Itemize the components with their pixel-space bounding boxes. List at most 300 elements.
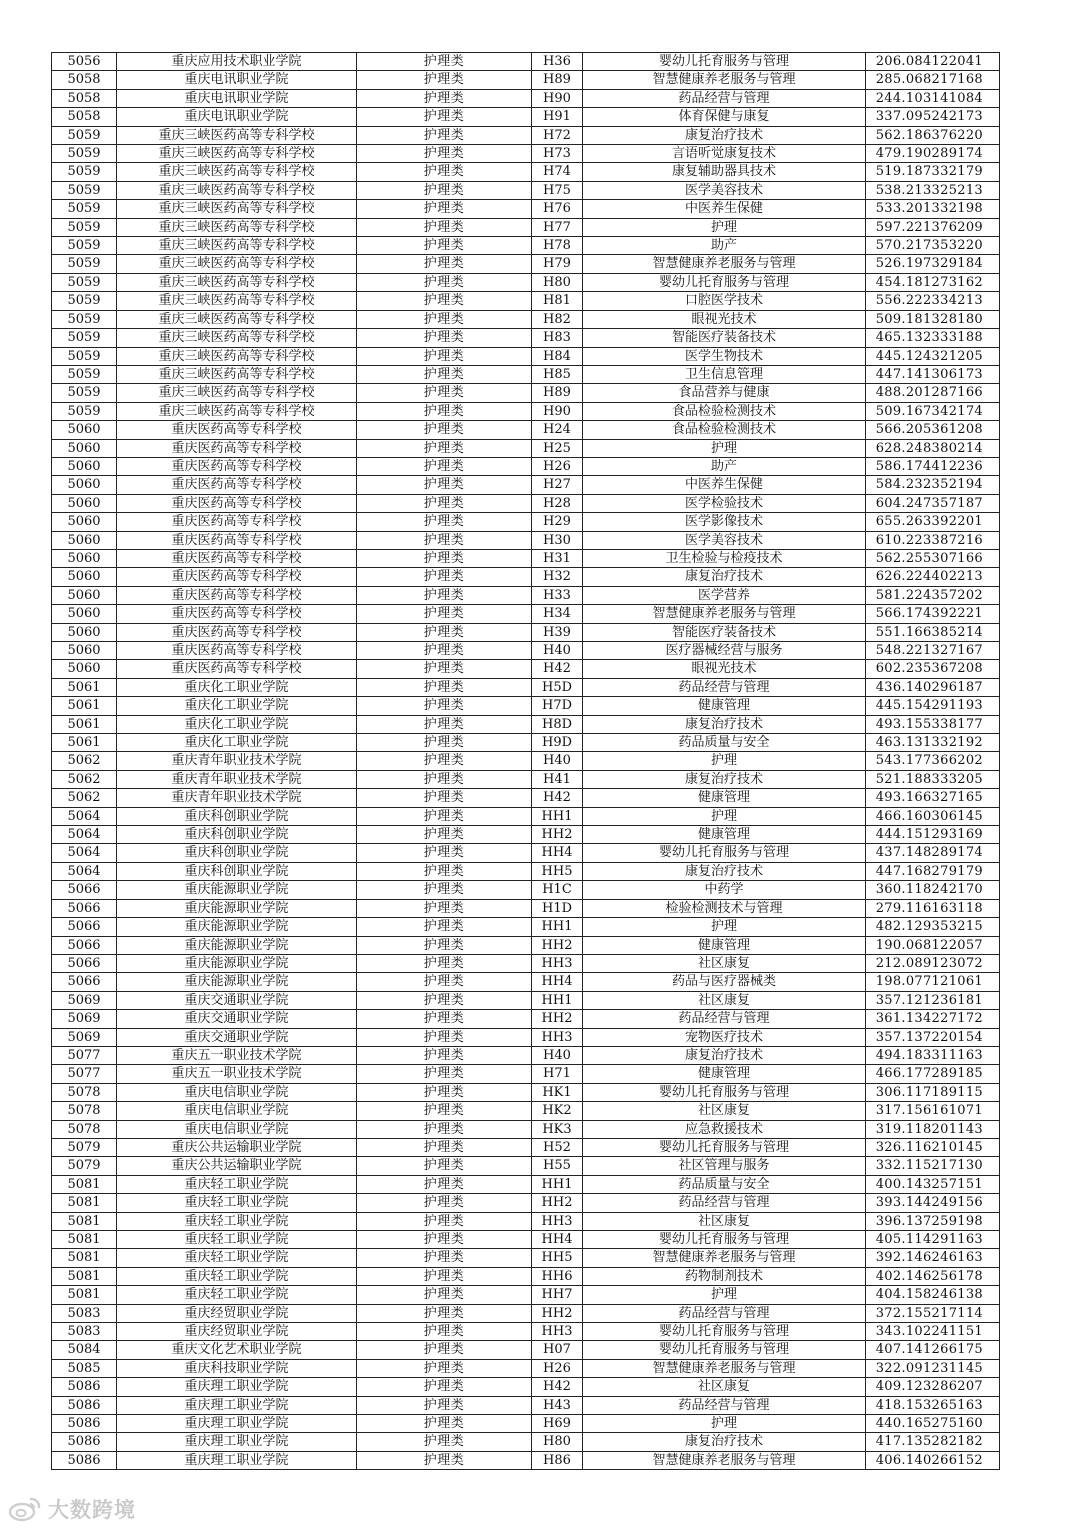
table-row: [52, 53, 1000, 71]
table-row: [52, 71, 1000, 89]
score-cell: 198.077121061: [866, 973, 1000, 991]
school-name-cell: 重庆三峡医药高等专科学校: [117, 365, 357, 383]
school-code-cell: 5060: [52, 421, 117, 439]
category-cell: 护理类: [357, 1138, 532, 1156]
school-name-cell: 重庆公共运输职业学院: [117, 1138, 357, 1156]
score-cell: 454.181273162: [866, 273, 1000, 291]
major-name-cell: 护理: [583, 439, 866, 457]
major-name-cell: 社区康复: [583, 1212, 866, 1230]
school-name-cell: 重庆医药高等专科学校: [117, 531, 357, 549]
score-cell: 655.263392201: [866, 513, 1000, 531]
score-cell: 360.118242170: [866, 881, 1000, 899]
major-name-cell: 医学影像技术: [583, 513, 866, 531]
major-name-cell: 社区康复: [583, 991, 866, 1009]
score-cell: 206.084122041: [866, 53, 1000, 71]
school-code-cell: 5060: [52, 494, 117, 512]
major-name-cell: 药品经营与管理: [583, 1304, 866, 1322]
table-row: [52, 1010, 1000, 1028]
school-name-cell: 重庆轻工职业学院: [117, 1249, 357, 1267]
major-name-cell: 宠物医疗技术: [583, 1028, 866, 1046]
school-name-cell: 重庆三峡医药高等专科学校: [117, 329, 357, 347]
score-cell: 570.217353220: [866, 237, 1000, 255]
major-code-cell: H30: [532, 531, 583, 549]
category-cell: 护理类: [357, 1415, 532, 1433]
table-row: [52, 991, 1000, 1009]
category-cell: 护理类: [357, 421, 532, 439]
category-cell: 护理类: [357, 329, 532, 347]
major-code-cell: H36: [532, 53, 583, 71]
category-cell: 护理类: [357, 531, 532, 549]
score-cell: 509.181328180: [866, 310, 1000, 328]
score-cell: 407.141266175: [866, 1341, 1000, 1359]
school-code-cell: 5060: [52, 568, 117, 586]
category-cell: 护理类: [357, 1267, 532, 1285]
score-cell: 337.095242173: [866, 108, 1000, 126]
category-cell: 护理类: [357, 476, 532, 494]
table-row: [52, 255, 1000, 273]
school-name-cell: 重庆电讯职业学院: [117, 71, 357, 89]
major-name-cell: 医疗器械经营与服务: [583, 642, 866, 660]
category-cell: 护理类: [357, 826, 532, 844]
major-code-cell: HH6: [532, 1267, 583, 1285]
school-code-cell: 5064: [52, 844, 117, 862]
major-name-cell: 婴幼儿托育服务与管理: [583, 1231, 866, 1249]
category-cell: 护理类: [357, 200, 532, 218]
category-cell: 护理类: [357, 586, 532, 604]
score-cell: 584.232352194: [866, 476, 1000, 494]
score-cell: 332.115217130: [866, 1157, 1000, 1175]
major-code-cell: H28: [532, 494, 583, 512]
major-name-cell: 眼视光技术: [583, 660, 866, 678]
category-cell: 护理类: [357, 1010, 532, 1028]
table-row: [52, 1065, 1000, 1083]
school-name-cell: 重庆医药高等专科学校: [117, 586, 357, 604]
category-cell: 护理类: [357, 936, 532, 954]
school-name-cell: 重庆三峡医药高等专科学校: [117, 384, 357, 402]
school-name-cell: 重庆理工职业学院: [117, 1433, 357, 1451]
table-row: [52, 1433, 1000, 1451]
score-cell: 488.201287166: [866, 384, 1000, 402]
major-code-cell: H5D: [532, 678, 583, 696]
school-code-cell: 5062: [52, 770, 117, 788]
table-row: [52, 642, 1000, 660]
table-row: [52, 1046, 1000, 1064]
major-code-cell: H31: [532, 549, 583, 567]
school-code-cell: 5064: [52, 826, 117, 844]
score-cell: 493.166327165: [866, 789, 1000, 807]
category-cell: 护理类: [357, 1028, 532, 1046]
score-cell: 586.174412236: [866, 457, 1000, 475]
school-code-cell: 5069: [52, 1028, 117, 1046]
major-name-cell: 护理: [583, 918, 866, 936]
school-name-cell: 重庆三峡医药高等专科学校: [117, 200, 357, 218]
score-cell: 306.117189115: [866, 1083, 1000, 1101]
category-cell: 护理类: [357, 237, 532, 255]
table-row: [52, 678, 1000, 696]
major-code-cell: H71: [532, 1065, 583, 1083]
category-cell: 护理类: [357, 770, 532, 788]
school-code-cell: 5066: [52, 899, 117, 917]
major-name-cell: 社区管理与服务: [583, 1157, 866, 1175]
score-cell: 436.140296187: [866, 678, 1000, 696]
school-code-cell: 5062: [52, 789, 117, 807]
category-cell: 护理类: [357, 402, 532, 420]
category-cell: 护理类: [357, 973, 532, 991]
major-code-cell: HK1: [532, 1083, 583, 1101]
major-name-cell: 健康管理: [583, 789, 866, 807]
major-code-cell: HH1: [532, 1175, 583, 1193]
score-cell: 372.155217114: [866, 1304, 1000, 1322]
table-row: [52, 1083, 1000, 1101]
major-name-cell: 口腔医学技术: [583, 292, 866, 310]
score-cell: 597.221376209: [866, 218, 1000, 236]
score-cell: 317.156161071: [866, 1102, 1000, 1120]
school-name-cell: 重庆轻工职业学院: [117, 1231, 357, 1249]
major-code-cell: H43: [532, 1396, 583, 1414]
major-code-cell: H75: [532, 181, 583, 199]
table-row: [52, 1028, 1000, 1046]
score-cell: 466.177289185: [866, 1065, 1000, 1083]
category-cell: 护理类: [357, 292, 532, 310]
category-cell: 护理类: [357, 918, 532, 936]
school-name-cell: 重庆轻工职业学院: [117, 1286, 357, 1304]
school-code-cell: 5069: [52, 991, 117, 1009]
school-code-cell: 5059: [52, 329, 117, 347]
score-cell: 628.248380214: [866, 439, 1000, 457]
school-code-cell: 5059: [52, 145, 117, 163]
major-code-cell: HH3: [532, 1323, 583, 1341]
school-name-cell: 重庆三峡医药高等专科学校: [117, 347, 357, 365]
school-name-cell: 重庆能源职业学院: [117, 954, 357, 972]
category-cell: 护理类: [357, 807, 532, 825]
major-code-cell: HH2: [532, 1304, 583, 1322]
category-cell: 护理类: [357, 623, 532, 641]
category-cell: 护理类: [357, 1102, 532, 1120]
school-code-cell: 5081: [52, 1194, 117, 1212]
school-code-cell: 5083: [52, 1323, 117, 1341]
school-code-cell: 5059: [52, 255, 117, 273]
school-code-cell: 5086: [52, 1396, 117, 1414]
major-name-cell: 智慧健康养老服务与管理: [583, 605, 866, 623]
major-code-cell: HH4: [532, 1231, 583, 1249]
major-code-cell: H1C: [532, 881, 583, 899]
school-code-cell: 5060: [52, 642, 117, 660]
major-code-cell: H07: [532, 1341, 583, 1359]
major-code-cell: HH5: [532, 1249, 583, 1267]
major-name-cell: 婴幼儿托育服务与管理: [583, 1138, 866, 1156]
school-code-cell: 5062: [52, 752, 117, 770]
score-cell: 626.224402213: [866, 568, 1000, 586]
table-row: [52, 1175, 1000, 1193]
table-row: [52, 1451, 1000, 1469]
major-name-cell: 药品与医疗器械类: [583, 973, 866, 991]
school-code-cell: 5083: [52, 1304, 117, 1322]
score-cell: 392.146246163: [866, 1249, 1000, 1267]
major-name-cell: 药品经营与管理: [583, 89, 866, 107]
major-code-cell: H55: [532, 1157, 583, 1175]
score-cell: 548.221327167: [866, 642, 1000, 660]
major-name-cell: 智慧健康养老服务与管理: [583, 1249, 866, 1267]
school-name-cell: 重庆电信职业学院: [117, 1102, 357, 1120]
school-name-cell: 重庆轻工职业学院: [117, 1175, 357, 1193]
category-cell: 护理类: [357, 642, 532, 660]
major-code-cell: H9D: [532, 734, 583, 752]
major-name-cell: 卫生检验与检疫技术: [583, 549, 866, 567]
score-cell: 533.201332198: [866, 200, 1000, 218]
table-row: [52, 1212, 1000, 1230]
school-code-cell: 5064: [52, 807, 117, 825]
category-cell: 护理类: [357, 384, 532, 402]
major-code-cell: H39: [532, 623, 583, 641]
table-row: [52, 605, 1000, 623]
table-row: [52, 108, 1000, 126]
major-name-cell: 婴幼儿托育服务与管理: [583, 1323, 866, 1341]
major-name-cell: 智能医疗装备技术: [583, 623, 866, 641]
school-code-cell: 5066: [52, 881, 117, 899]
category-cell: 护理类: [357, 310, 532, 328]
table-row: [52, 844, 1000, 862]
watermark-text: 大数跨境: [48, 1498, 136, 1522]
major-name-cell: 护理: [583, 1415, 866, 1433]
major-code-cell: H85: [532, 365, 583, 383]
table-body: [52, 53, 1000, 1470]
school-name-cell: 重庆电讯职业学院: [117, 108, 357, 126]
major-name-cell: 健康管理: [583, 1065, 866, 1083]
category-cell: 护理类: [357, 844, 532, 862]
score-cell: 445.154291193: [866, 697, 1000, 715]
category-cell: 护理类: [357, 734, 532, 752]
category-cell: 护理类: [357, 1378, 532, 1396]
major-name-cell: 药品经营与管理: [583, 1194, 866, 1212]
school-code-cell: 5066: [52, 973, 117, 991]
school-name-cell: 重庆五一职业技术学院: [117, 1065, 357, 1083]
major-name-cell: 食品检验检测技术: [583, 402, 866, 420]
major-name-cell: 康复治疗技术: [583, 1046, 866, 1064]
table-row: [52, 1286, 1000, 1304]
score-table: [51, 52, 1000, 1470]
major-name-cell: 婴幼儿托育服务与管理: [583, 273, 866, 291]
school-code-cell: 5069: [52, 1010, 117, 1028]
score-cell: 409.123286207: [866, 1378, 1000, 1396]
major-code-cell: H90: [532, 89, 583, 107]
school-name-cell: 重庆三峡医药高等专科学校: [117, 237, 357, 255]
score-cell: 493.155338177: [866, 715, 1000, 733]
major-name-cell: 中药学: [583, 881, 866, 899]
category-cell: 护理类: [357, 494, 532, 512]
major-name-cell: 医学检验技术: [583, 494, 866, 512]
category-cell: 护理类: [357, 273, 532, 291]
school-name-cell: 重庆理工职业学院: [117, 1451, 357, 1469]
major-code-cell: H27: [532, 476, 583, 494]
category-cell: 护理类: [357, 1249, 532, 1267]
school-code-cell: 5060: [52, 549, 117, 567]
category-cell: 护理类: [357, 1323, 532, 1341]
score-cell: 482.129353215: [866, 918, 1000, 936]
school-code-cell: 5061: [52, 734, 117, 752]
major-name-cell: 医学营养: [583, 586, 866, 604]
major-name-cell: 康复治疗技术: [583, 715, 866, 733]
school-name-cell: 重庆三峡医药高等专科学校: [117, 310, 357, 328]
table-row: [52, 1102, 1000, 1120]
category-cell: 护理类: [357, 715, 532, 733]
major-name-cell: 言语听觉康复技术: [583, 145, 866, 163]
school-name-cell: 重庆电信职业学院: [117, 1083, 357, 1101]
score-cell: 479.190289174: [866, 145, 1000, 163]
major-name-cell: 智能医疗装备技术: [583, 329, 866, 347]
school-name-cell: 重庆医药高等专科学校: [117, 549, 357, 567]
major-name-cell: 药品质量与安全: [583, 734, 866, 752]
school-name-cell: 重庆理工职业学院: [117, 1378, 357, 1396]
score-cell: 543.177366202: [866, 752, 1000, 770]
school-name-cell: 重庆化工职业学院: [117, 734, 357, 752]
major-code-cell: HH1: [532, 991, 583, 1009]
school-name-cell: 重庆科技职业学院: [117, 1359, 357, 1377]
major-name-cell: 助产: [583, 237, 866, 255]
school-name-cell: 重庆电信职业学院: [117, 1120, 357, 1138]
major-code-cell: H42: [532, 789, 583, 807]
school-code-cell: 5081: [52, 1212, 117, 1230]
category-cell: 护理类: [357, 1433, 532, 1451]
major-code-cell: H83: [532, 329, 583, 347]
school-name-cell: 重庆轻工职业学院: [117, 1212, 357, 1230]
category-cell: 护理类: [357, 163, 532, 181]
category-cell: 护理类: [357, 439, 532, 457]
major-code-cell: H89: [532, 384, 583, 402]
school-name-cell: 重庆医药高等专科学校: [117, 476, 357, 494]
major-name-cell: 社区康复: [583, 954, 866, 972]
major-name-cell: 食品检验检测技术: [583, 421, 866, 439]
major-code-cell: H80: [532, 273, 583, 291]
school-code-cell: 5061: [52, 715, 117, 733]
major-code-cell: H81: [532, 292, 583, 310]
table-row: [52, 734, 1000, 752]
category-cell: 护理类: [357, 789, 532, 807]
table-row: [52, 365, 1000, 383]
score-cell: 417.135282182: [866, 1433, 1000, 1451]
table-row: [52, 697, 1000, 715]
table-row: [52, 1249, 1000, 1267]
table-row: [52, 1378, 1000, 1396]
table-row: [52, 384, 1000, 402]
major-name-cell: 康复治疗技术: [583, 862, 866, 880]
score-cell: 538.213325213: [866, 181, 1000, 199]
school-code-cell: 5056: [52, 53, 117, 71]
table-row: [52, 310, 1000, 328]
score-cell: 494.183311163: [866, 1046, 1000, 1064]
major-name-cell: 医学美容技术: [583, 531, 866, 549]
school-name-cell: 重庆交通职业学院: [117, 1028, 357, 1046]
school-code-cell: 5059: [52, 384, 117, 402]
school-code-cell: 5060: [52, 605, 117, 623]
school-name-cell: 重庆化工职业学院: [117, 697, 357, 715]
school-name-cell: 重庆电讯职业学院: [117, 89, 357, 107]
major-name-cell: 婴幼儿托育服务与管理: [583, 1083, 866, 1101]
table-row: [52, 89, 1000, 107]
school-code-cell: 5064: [52, 862, 117, 880]
school-code-cell: 5086: [52, 1415, 117, 1433]
major-name-cell: 社区康复: [583, 1378, 866, 1396]
school-code-cell: 5060: [52, 586, 117, 604]
major-name-cell: 智慧健康养老服务与管理: [583, 71, 866, 89]
major-name-cell: 康复治疗技术: [583, 126, 866, 144]
score-cell: 279.116163118: [866, 899, 1000, 917]
watermark: [8, 1494, 136, 1524]
score-cell: 393.144249156: [866, 1194, 1000, 1212]
school-name-cell: 重庆三峡医药高等专科学校: [117, 402, 357, 420]
major-name-cell: 婴幼儿托育服务与管理: [583, 844, 866, 862]
school-name-cell: 重庆青年职业技术学院: [117, 789, 357, 807]
major-name-cell: 药品经营与管理: [583, 1396, 866, 1414]
table-row: [52, 402, 1000, 420]
school-code-cell: 5060: [52, 660, 117, 678]
score-cell: 326.116210145: [866, 1138, 1000, 1156]
school-code-cell: 5079: [52, 1157, 117, 1175]
table-row: [52, 789, 1000, 807]
major-code-cell: H42: [532, 1378, 583, 1396]
school-name-cell: 重庆青年职业技术学院: [117, 752, 357, 770]
table-row: [52, 1138, 1000, 1156]
category-cell: 护理类: [357, 1359, 532, 1377]
major-code-cell: H52: [532, 1138, 583, 1156]
major-name-cell: 婴幼儿托育服务与管理: [583, 53, 866, 71]
table-row: [52, 881, 1000, 899]
major-name-cell: 药品经营与管理: [583, 678, 866, 696]
school-name-cell: 重庆能源职业学院: [117, 973, 357, 991]
major-code-cell: H74: [532, 163, 583, 181]
score-cell: 361.134227172: [866, 1010, 1000, 1028]
school-code-cell: 5084: [52, 1341, 117, 1359]
score-cell: 447.141306173: [866, 365, 1000, 383]
major-name-cell: 护理: [583, 1286, 866, 1304]
category-cell: 护理类: [357, 1157, 532, 1175]
major-code-cell: HK2: [532, 1102, 583, 1120]
major-name-cell: 助产: [583, 457, 866, 475]
major-code-cell: HH4: [532, 844, 583, 862]
major-code-cell: HH5: [532, 862, 583, 880]
major-code-cell: H90: [532, 402, 583, 420]
school-code-cell: 5058: [52, 89, 117, 107]
major-name-cell: 护理: [583, 218, 866, 236]
school-name-cell: 重庆科创职业学院: [117, 826, 357, 844]
school-code-cell: 5059: [52, 310, 117, 328]
school-name-cell: 重庆化工职业学院: [117, 715, 357, 733]
major-code-cell: H72: [532, 126, 583, 144]
table-row: [52, 163, 1000, 181]
school-name-cell: 重庆应用技术职业学院: [117, 53, 357, 71]
major-code-cell: H8D: [532, 715, 583, 733]
major-code-cell: H40: [532, 1046, 583, 1064]
school-code-cell: 5059: [52, 200, 117, 218]
school-code-cell: 5086: [52, 1451, 117, 1469]
school-name-cell: 重庆能源职业学院: [117, 918, 357, 936]
major-code-cell: HH7: [532, 1286, 583, 1304]
school-name-cell: 重庆科创职业学院: [117, 807, 357, 825]
school-name-cell: 重庆三峡医药高等专科学校: [117, 163, 357, 181]
score-cell: 566.205361208: [866, 421, 1000, 439]
major-code-cell: H29: [532, 513, 583, 531]
major-name-cell: 药品质量与安全: [583, 1175, 866, 1193]
major-code-cell: H78: [532, 237, 583, 255]
score-cell: 562.255307166: [866, 549, 1000, 567]
category-cell: 护理类: [357, 457, 532, 475]
school-name-cell: 重庆交通职业学院: [117, 1010, 357, 1028]
school-name-cell: 重庆医药高等专科学校: [117, 660, 357, 678]
score-cell: 581.224357202: [866, 586, 1000, 604]
major-code-cell: HH2: [532, 1194, 583, 1212]
school-code-cell: 5081: [52, 1286, 117, 1304]
category-cell: 护理类: [357, 255, 532, 273]
major-code-cell: H24: [532, 421, 583, 439]
